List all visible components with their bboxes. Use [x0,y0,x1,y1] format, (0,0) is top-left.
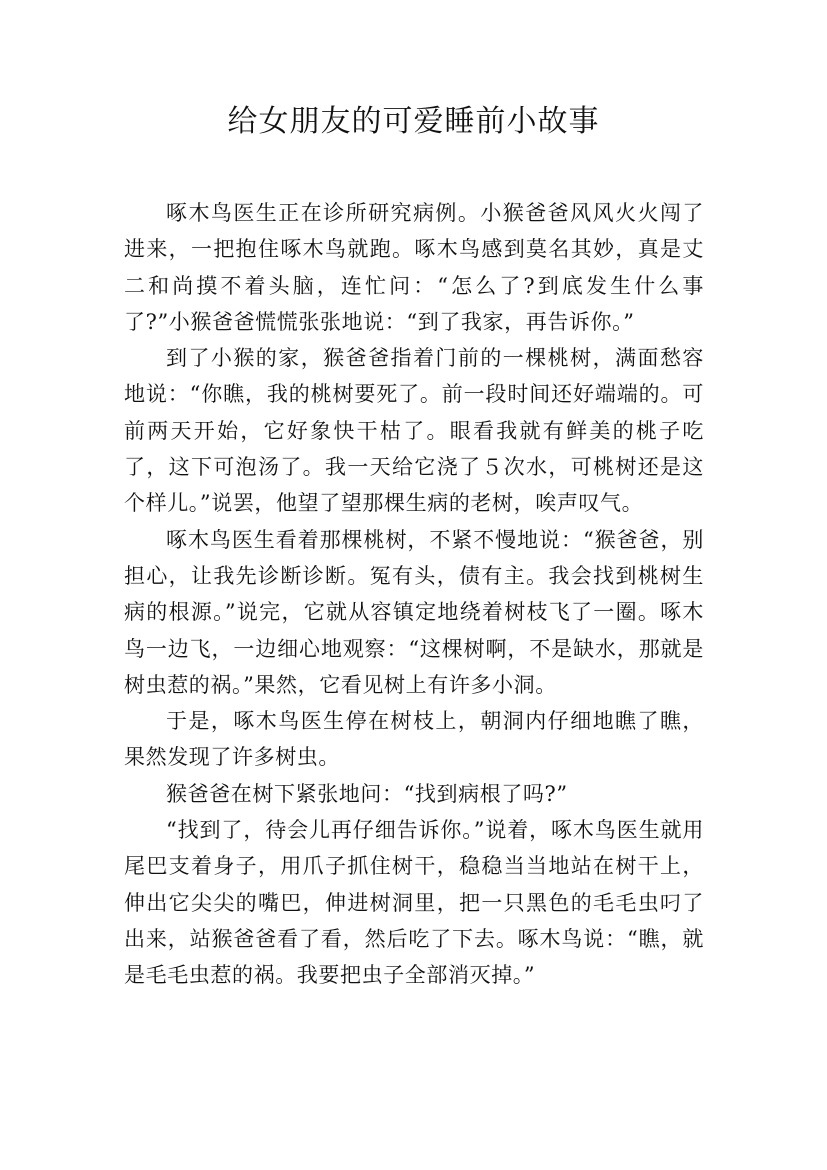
paragraph: 啄木鸟医生看着那棵桃树，不紧不慢地说：“猴爸爸，别担心，让我先诊断诊断。冤有头，债有主。我会找到桃树生病的根源。”说完，它就从容镇定地绕着树枝飞了一圈。啄木鸟一边飞，一边细心地观察：“这棵树啊，不是缺水，那就是树虫惹的祸。”果然，它看见树上有许多小洞。 [124,527,704,697]
paragraph: 于是，啄木鸟医生停在树枝上，朝洞内仔细地瞧了瞧，果然发现了许多树虫。 [124,709,704,770]
paragraph: 猴爸爸在树下紧张地问：“找到病根了吗?” [166,781,568,806]
story-body [124,195,704,994]
paragraph: “找到了，待会儿再仔细告诉你。”说着，啄木鸟医生就用尾巴支着身子，用爪子抓住树干，稳稳当当地站在树干上，伸出它尖尖的嘴巴，伸进树洞里，把一只黑色的毛毛虫叼了出来，站猴爸爸看了看，然后吃了下去。啄木鸟说：“瞧，就是毛毛虫惹的祸。我要把虫子全部消灭掉。” [124,818,704,988]
document-title: 给女朋友的可爱睡前小故事 [227,104,600,139]
paragraph: 啄木鸟医生正在诊所研究病例。小猴爸爸风风火火闯了进来，一把抱住啄木鸟就跑。啄木鸟感到莫名其妙，真是丈二和尚摸不着头脑，连忙问：“怎么了?到底发生什么事了?”小猴爸爸慌慌张张地说：“到了我家，再告诉你。” [124,201,704,334]
paragraph: 到了小猴的家，猴爸爸指着门前的一棵桃树，满面愁容地说：“你瞧，我的桃树要死了。前一段时间还好端端的。可前两天开始，它好象快干枯了。眼看我就有鲜美的桃子吃了，这下可泡汤了。我一天给它浇了５次水，可桃树还是这个样儿。”说罢，他望了望那棵生病的老树，唉声叹气。 [124,346,704,516]
